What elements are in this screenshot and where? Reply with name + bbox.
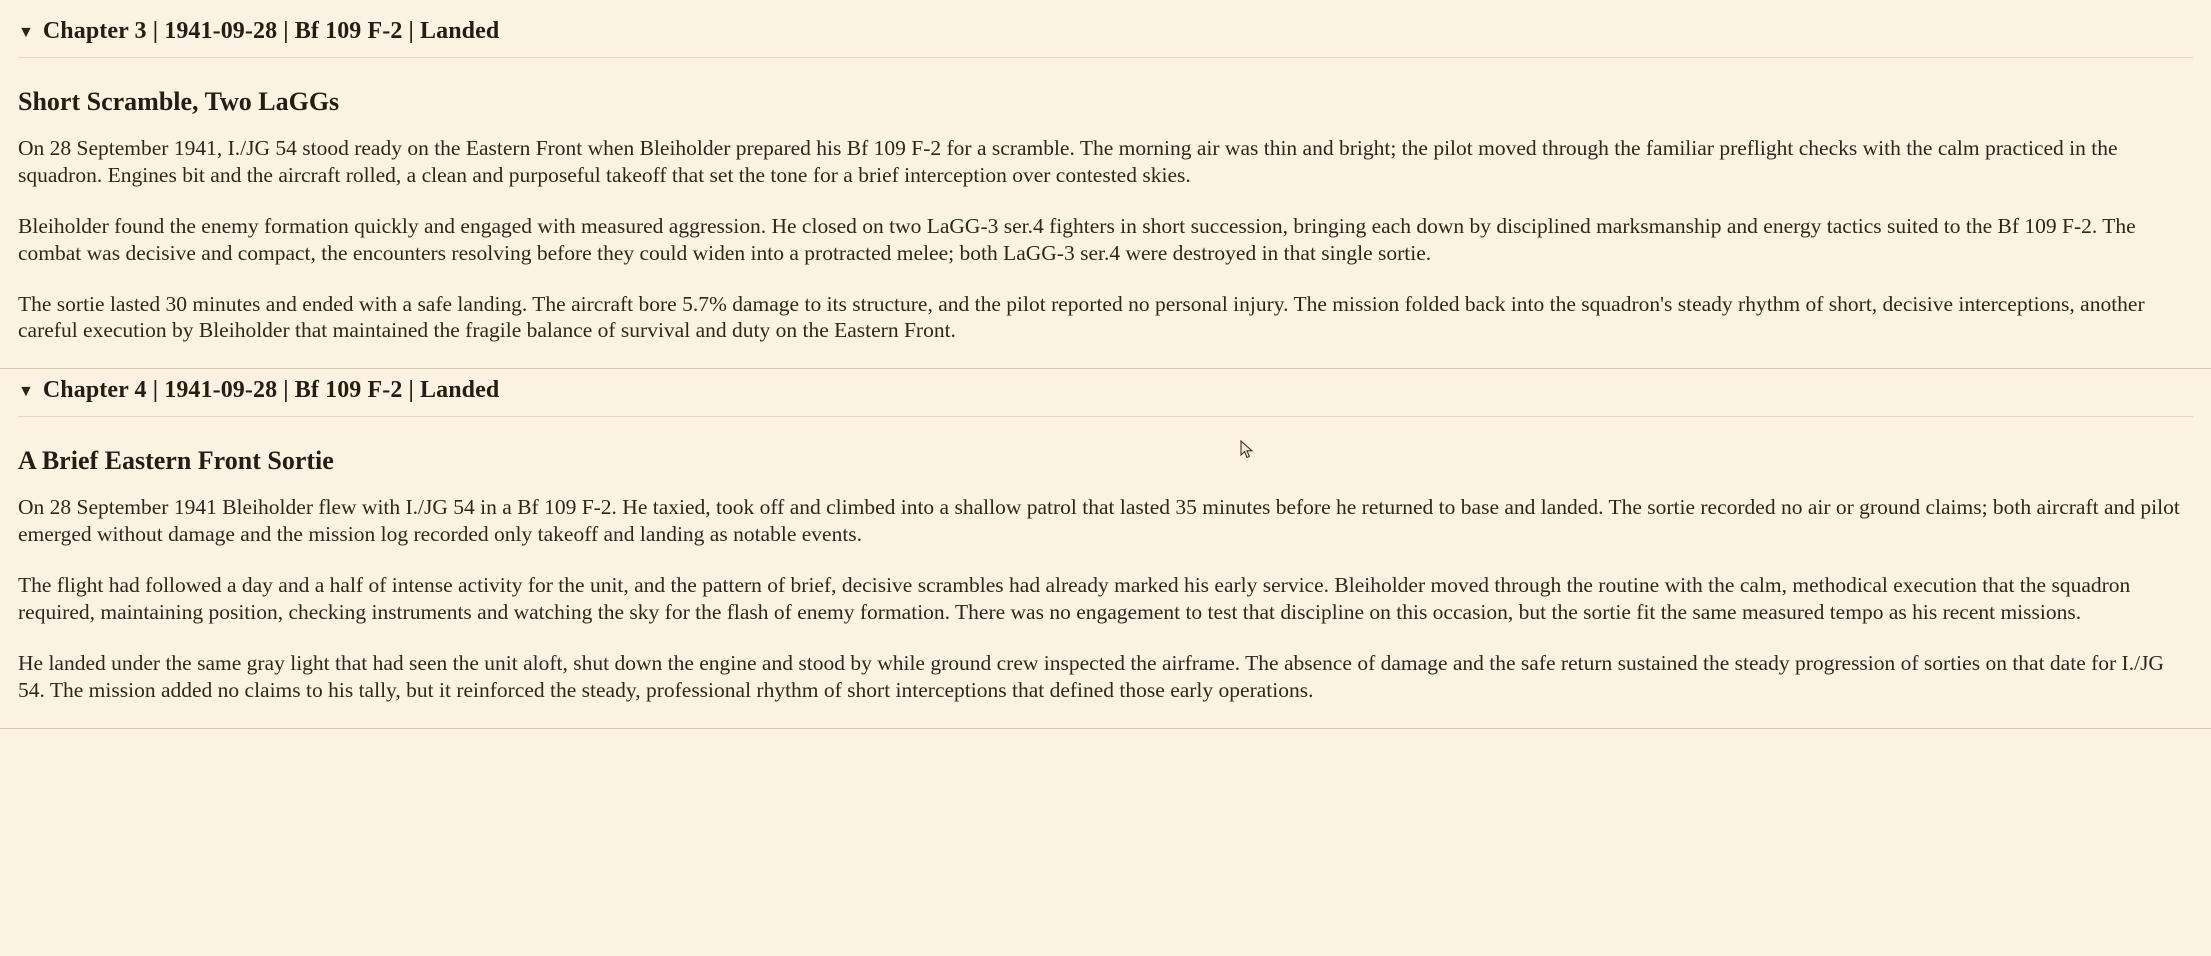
section-heading-3: Short Scramble, Two LaGGs [18,87,340,116]
chapter-header-3[interactable] [18,10,2193,58]
chapter-title-4: Chapter 4 | 1941-09-28 | Bf 109 F-2 | Landed [42,377,500,404]
chevron-down-icon[interactable]: ▼ [18,382,34,400]
chapter-card-3 [0,0,2211,369]
chapter-title-3: Chapter 3 | 1941-09-28 | Bf 109 F-2 | Landed [42,18,500,44]
paragraph: On 28 September 1941, I./JG 54 stood ready on the Eastern Front when Bleiholder prepared his Bf 109 F-2 for a scramble. The morning air was thin and bright; the pilot moved through the familiar preflight checks with the calm practiced in the squadron. Engines bit and the aircraft rolled, a clean and purposeful takeoff that set the tone for a brief interception over contested skies. [18,136,2118,187]
paragraph: The flight had followed a day and a half of intense activity for the unit, and the pattern of brief, decisive scrambles had already marked his early service. Bleiholder moved through the routine with the calm, methodical execution that the squadron required, maintaining position, checking instruments and watching the sky for the flash of enemy formation. There was no engagement to test that discipline on this occasion, but the sortie fit the same measured tempo as his recent missions. [18,573,2131,624]
paragraph: The sortie lasted 30 minutes and ended with a safe landing. The aircraft bore 5.7% damage to its structure, and the pilot reported no personal injury. The mission folded back into the squadron's steady rhythm of short, decisive interceptions, another careful execution by Bleiholder that maintained the fragile balance of survival and duty on the Eastern Front. [18,291,2145,343]
chapter-header-4[interactable] [18,369,2193,417]
chevron-down-icon[interactable]: ▼ [18,23,34,41]
paragraph: On 28 September 1941 Bleiholder flew with I./JG 54 in a Bf 109 F-2. He taxied, took off and climbed into a shallow patrol that lasted 35 minutes before he returned to base and landed. The sortie recorded no air or ground claims; both aircraft and pilot emerged without damage and the mission log recorded only takeoff and landing as notable events. [18,495,2180,547]
section-heading-4: A Brief Eastern Front Sortie [18,446,334,476]
paragraph: Bleiholder found the enemy formation quickly and engaged with measured aggression. He closed on two LaGG-3 ser.4 fighters in short succession, bringing each down by disciplined marksmanship and energy tactics suited to the Bf 109 F-2. The combat was decisive and compact, the encounters resolving before they could widen into a protracted melee; both LaGG-3 ser.4 were destroyed in that single sortie. [18,213,2136,265]
chapter-card-4 [0,369,2211,728]
paragraph: He landed under the same gray light that had seen the unit aloft, shut down the engine and stood by while ground crew inspected the airframe. The absence of damage and the safe return sustained the steady progression of sorties on that date for I./JG 54. The mission added no claims to his tally, but it reinforced the steady, professional rhythm of short interceptions that defined those early operations. [18,650,2164,702]
